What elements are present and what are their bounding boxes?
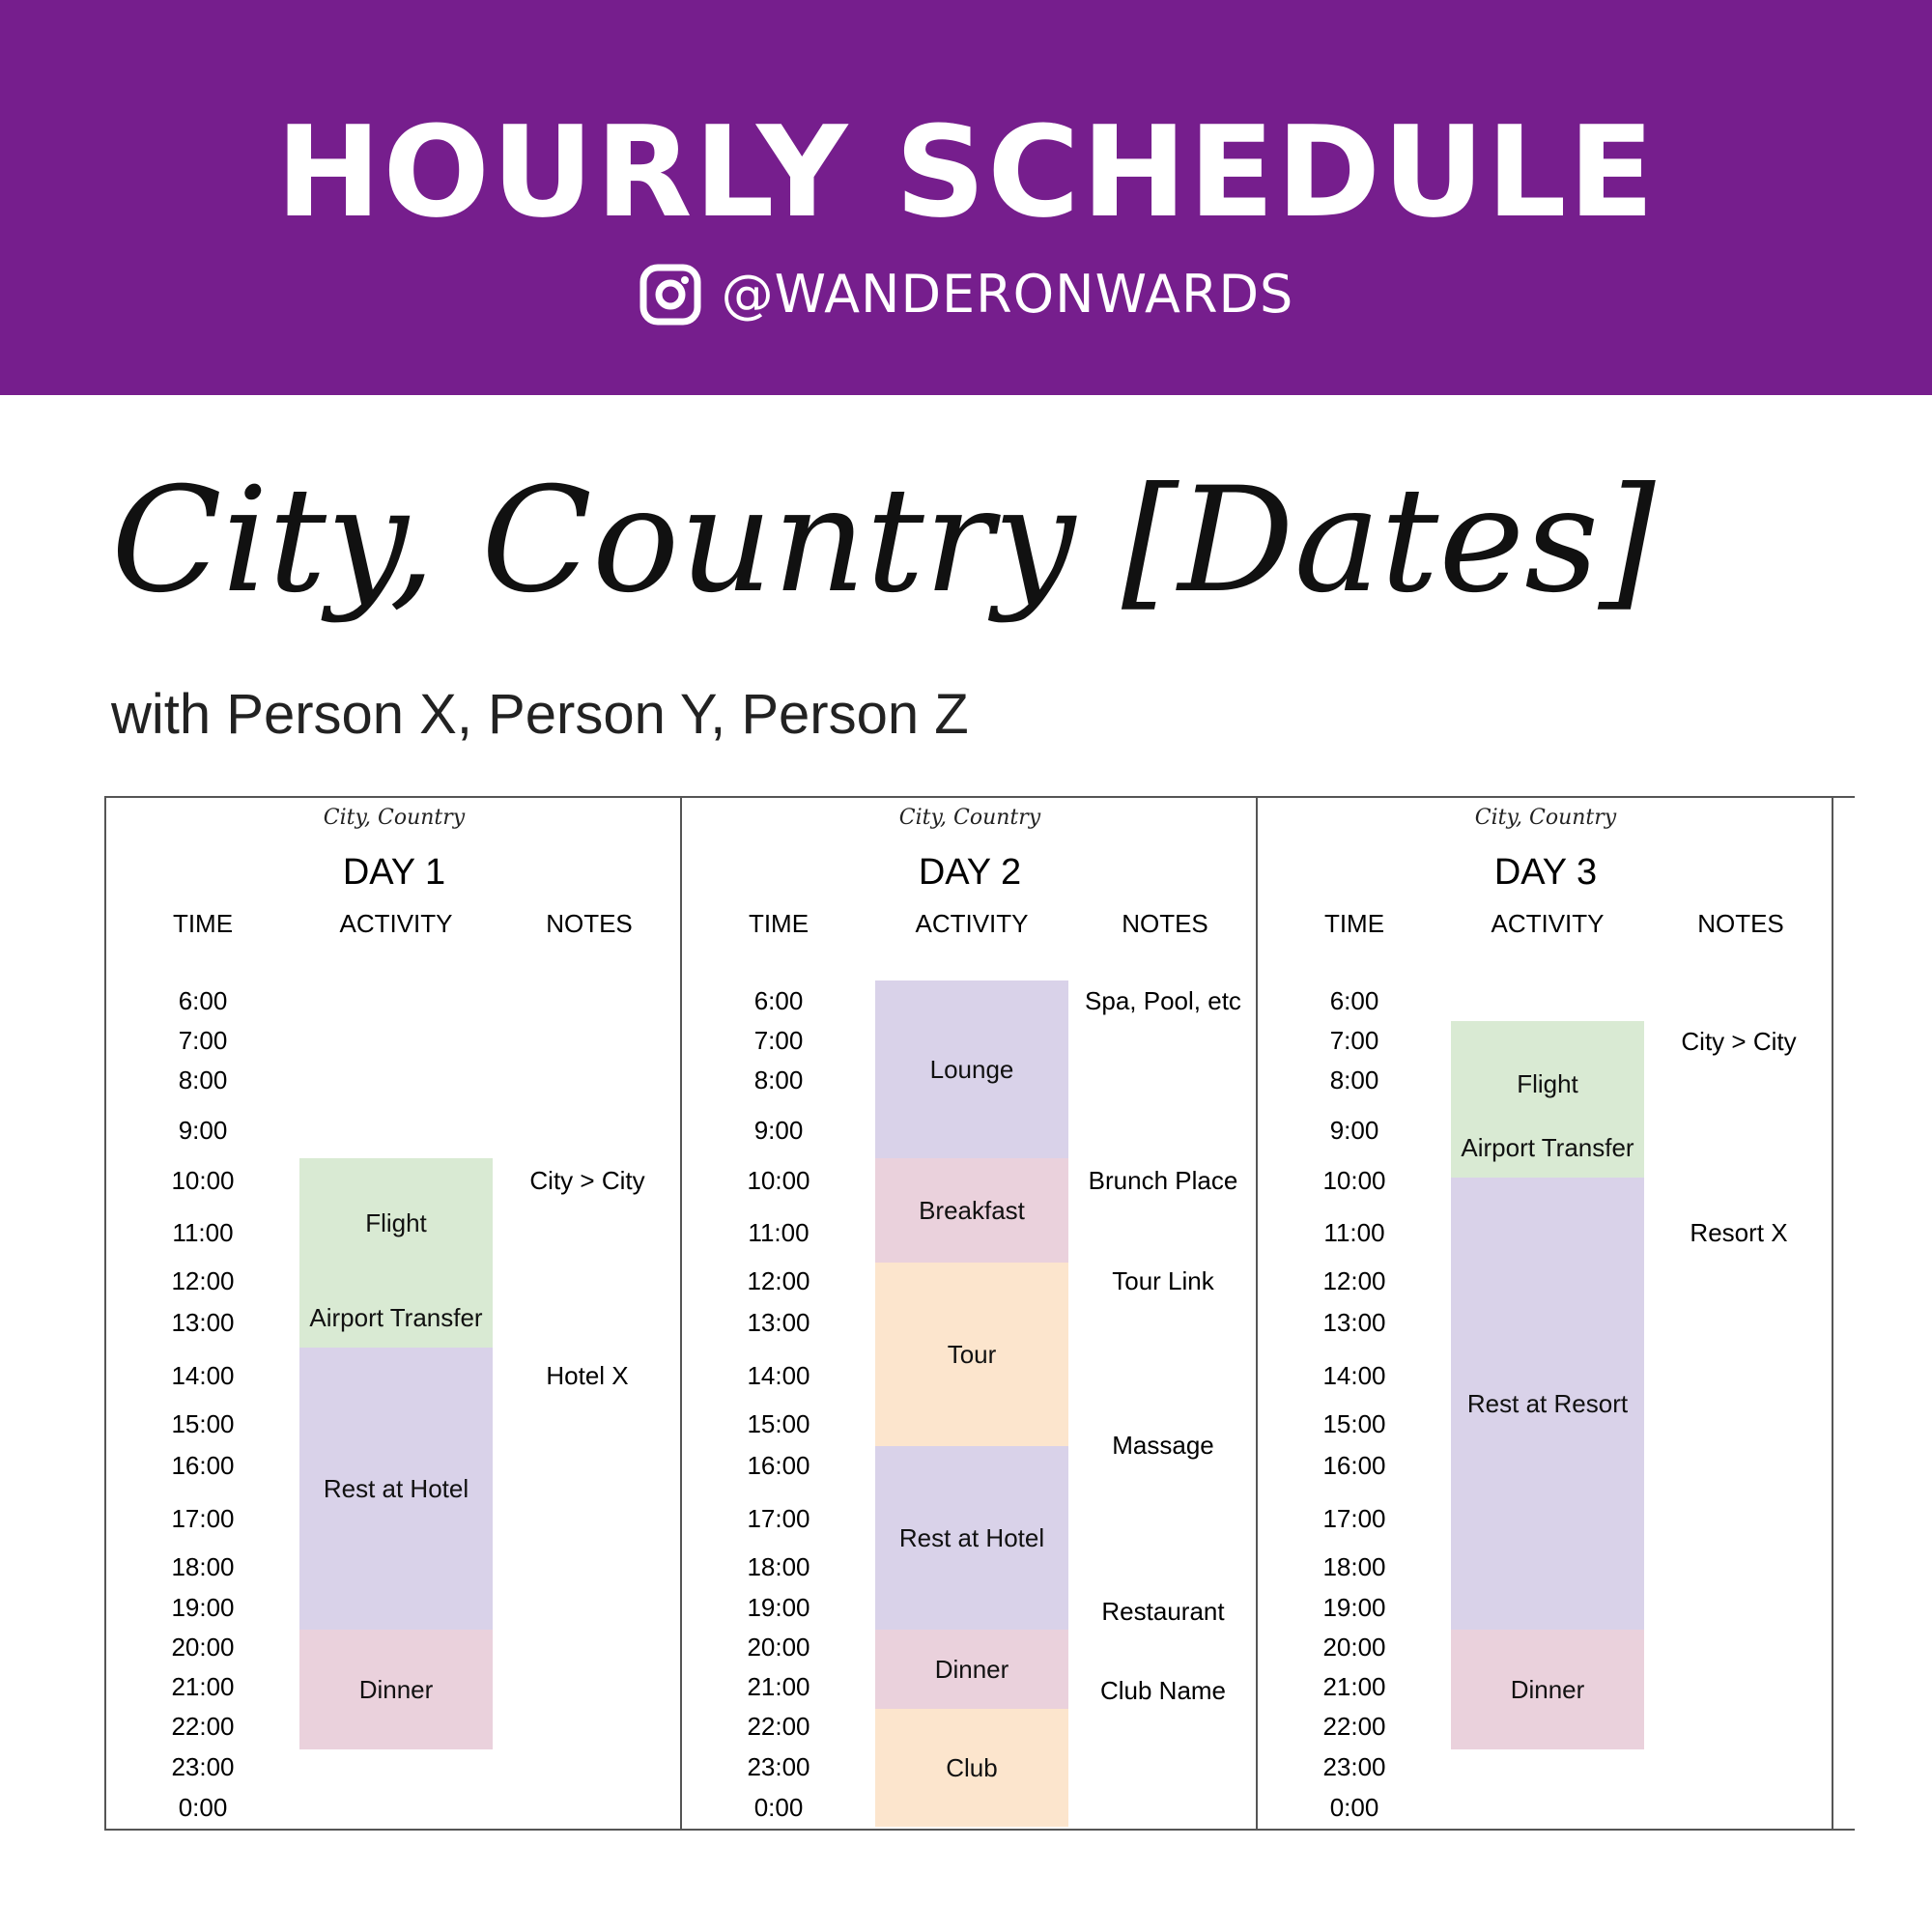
time-cell: 21:00	[747, 1672, 810, 1701]
notes-header: NOTES	[1697, 909, 1784, 938]
time-header: TIME	[748, 909, 810, 938]
day-city: City, Country	[1474, 806, 1617, 830]
time-cell: 15:00	[1322, 1409, 1386, 1438]
note: Massage	[1112, 1431, 1214, 1460]
time-cell: 18:00	[1322, 1552, 1386, 1581]
activity-header: ACTIVITY	[339, 909, 453, 938]
time-cell: 11:00	[1323, 1218, 1385, 1247]
day-column-2	[682, 798, 1258, 1829]
note: Spa, Pool, etc	[1085, 986, 1241, 1015]
time-cell: 0:00	[178, 1793, 228, 1822]
instagram-icon	[639, 263, 702, 327]
day-label: DAY 2	[918, 852, 1022, 893]
time-cell: 22:00	[747, 1712, 810, 1741]
time-cell: 0:00	[1329, 1793, 1379, 1822]
note: Restaurant	[1101, 1597, 1225, 1626]
time-cell: 16:00	[1322, 1451, 1386, 1480]
time-cell: 13:00	[747, 1308, 810, 1337]
time-cell: 7:00	[178, 1026, 228, 1055]
time-cell: 13:00	[1322, 1308, 1386, 1337]
activity-label: Rest at Hotel	[898, 1522, 1045, 1552]
activity-label: Dinner	[934, 1654, 1009, 1684]
time-cell: 14:00	[171, 1361, 235, 1390]
time-cell: 12:00	[171, 1266, 235, 1295]
activity-label: Rest at Resort	[1466, 1388, 1629, 1418]
activity-label: Tour	[947, 1339, 997, 1369]
time-cell: 21:00	[1322, 1672, 1386, 1701]
time-cell: 0:00	[753, 1793, 804, 1822]
activity-label: Dinner	[358, 1674, 434, 1704]
activity-block	[875, 1446, 1068, 1630]
time-cell: 21:00	[171, 1672, 235, 1701]
time-cell: 12:00	[747, 1266, 810, 1295]
activity-label: Airport Transfer	[1461, 1133, 1634, 1162]
time-cell: 23:00	[171, 1752, 235, 1781]
notes-header: NOTES	[1122, 909, 1208, 938]
activity-header: ACTIVITY	[915, 909, 1029, 938]
time-cell: 10:00	[171, 1166, 235, 1195]
note: Brunch Place	[1088, 1166, 1238, 1195]
time-cell: 16:00	[171, 1451, 235, 1480]
time-cell: 11:00	[172, 1218, 234, 1247]
time-cell: 7:00	[1329, 1026, 1379, 1055]
trip-title: City, Country [Dates]	[111, 457, 1656, 625]
day-label: DAY 1	[342, 852, 446, 893]
time-cell: 8:00	[753, 1065, 804, 1094]
time-cell: 14:00	[1322, 1361, 1386, 1390]
notes-header: NOTES	[546, 909, 633, 938]
time-cell: 23:00	[747, 1752, 810, 1781]
time-cell: 14:00	[747, 1361, 810, 1390]
time-cell: 17:00	[171, 1504, 235, 1533]
note: City > City	[1681, 1027, 1797, 1056]
activity-block	[1451, 1021, 1644, 1178]
activity-block	[875, 1630, 1068, 1709]
activity-label: Flight	[1517, 1069, 1578, 1098]
time-cell: 20:00	[171, 1633, 235, 1662]
time-cell: 9:00	[178, 1116, 228, 1145]
activity-label: Airport Transfer	[309, 1303, 483, 1332]
time-cell: 7:00	[753, 1026, 804, 1055]
activity-label: Lounge	[929, 1054, 1014, 1084]
time-cell: 16:00	[747, 1451, 810, 1480]
time-cell: 11:00	[748, 1218, 810, 1247]
time-cell: 9:00	[1329, 1116, 1379, 1145]
instagram-handle: @WANDERONWARDS	[721, 264, 1294, 325]
activity-block	[875, 1158, 1068, 1263]
time-cell: 15:00	[171, 1409, 235, 1438]
time-header: TIME	[1323, 909, 1385, 938]
time-cell: 22:00	[171, 1712, 235, 1741]
day-city: City, Country	[323, 806, 466, 830]
time-cell: 19:00	[171, 1593, 235, 1622]
activity-label: Club	[946, 1752, 998, 1782]
activity-block	[299, 1158, 493, 1348]
time-cell: 10:00	[1322, 1166, 1386, 1195]
time-cell: 6:00	[178, 986, 228, 1015]
time-cell: 17:00	[747, 1504, 810, 1533]
activity-block	[875, 1709, 1068, 1827]
header-banner	[0, 0, 1932, 395]
time-cell: 8:00	[178, 1065, 228, 1094]
time-cell: 18:00	[171, 1552, 235, 1581]
note: Hotel X	[546, 1361, 629, 1390]
activity-block	[1451, 1178, 1644, 1630]
social-handle-row	[0, 261, 1932, 328]
activity-label: Flight	[365, 1208, 427, 1237]
time-header: TIME	[172, 909, 234, 938]
time-cell: 19:00	[747, 1593, 810, 1622]
day-column-3	[1258, 798, 1833, 1829]
time-cell: 19:00	[1322, 1593, 1386, 1622]
day-column-1	[106, 798, 682, 1829]
day-city: City, Country	[898, 806, 1041, 830]
time-cell: 12:00	[1322, 1266, 1386, 1295]
schedule-table	[104, 796, 1855, 1831]
activity-block	[299, 1630, 493, 1749]
time-cell: 9:00	[753, 1116, 804, 1145]
activity-block	[875, 980, 1068, 1158]
time-cell: 6:00	[1329, 986, 1379, 1015]
banner-title: HOURLY SCHEDULE	[275, 99, 1657, 245]
activity-header: ACTIVITY	[1491, 909, 1605, 938]
trip-subtitle: with Person X, Person Y, Person Z	[111, 683, 969, 746]
time-cell: 15:00	[747, 1409, 810, 1438]
time-cell: 18:00	[747, 1552, 810, 1581]
time-cell: 20:00	[747, 1633, 810, 1662]
time-cell: 6:00	[753, 986, 804, 1015]
note: Resort X	[1690, 1218, 1788, 1247]
time-cell: 23:00	[1322, 1752, 1386, 1781]
day-label: DAY 3	[1493, 852, 1598, 893]
activity-block	[1451, 1630, 1644, 1749]
activity-label: Dinner	[1510, 1674, 1585, 1704]
note: Tour Link	[1112, 1266, 1214, 1295]
time-cell: 8:00	[1329, 1065, 1379, 1094]
note: City > City	[529, 1166, 645, 1195]
time-cell: 20:00	[1322, 1633, 1386, 1662]
activity-label: Breakfast	[919, 1195, 1025, 1225]
time-cell: 17:00	[1322, 1504, 1386, 1533]
time-cell: 22:00	[1322, 1712, 1386, 1741]
activity-label: Rest at Hotel	[323, 1473, 469, 1503]
activity-block	[875, 1263, 1068, 1446]
time-cell: 13:00	[171, 1308, 235, 1337]
activity-block	[299, 1348, 493, 1630]
time-cell: 10:00	[747, 1166, 810, 1195]
note: Club Name	[1099, 1676, 1227, 1705]
